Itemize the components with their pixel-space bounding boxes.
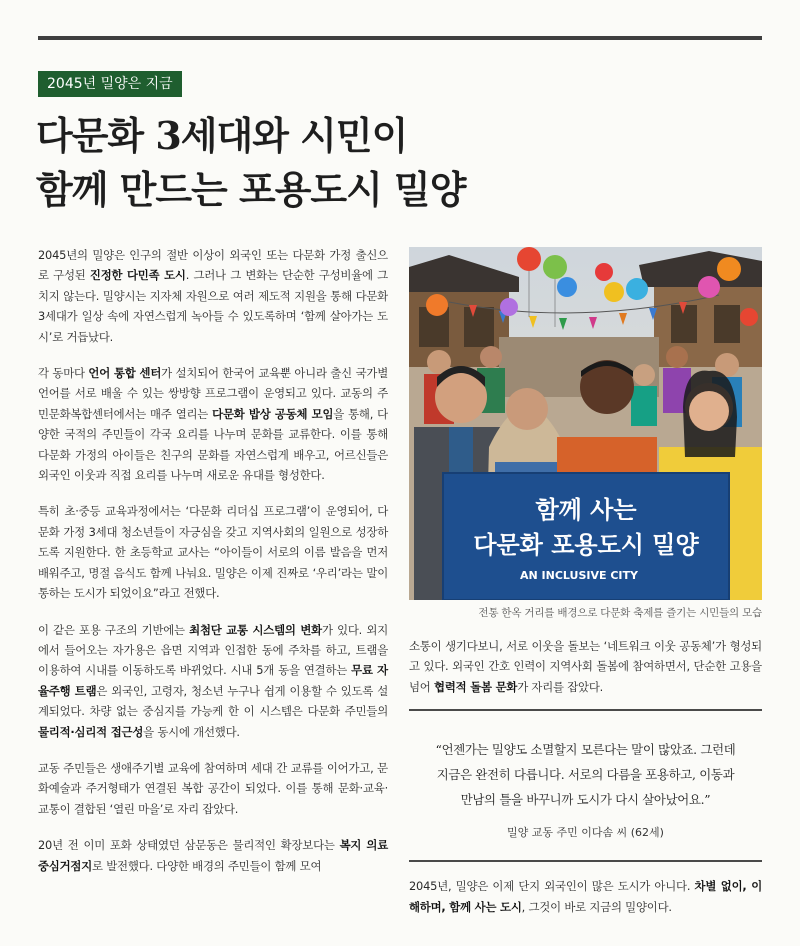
text-run: 가 있다. 외지에서 들어오는 자가용은 읍면 지역과 인접한 동에 주차를 하고, 트램을 이용하여 시내를 이동하도록 바뀌었다. 시내 5개 동을 연결하는 xyxy=(38,622,389,678)
banner-line-2: 다문화 포용도시 밀양 xyxy=(473,531,699,559)
text-run: 소통이 생기다보니, 서로 이웃을 돌보는 ‘네트워크 이웃 공동체’가 형성되고 있다. 외국인 간호 인력이 지역사회 돌봄에 참여하면서, 단순한 고용을 넘어 xyxy=(409,639,762,694)
bold-phrase: 협력적 돌봄 문화 xyxy=(434,679,518,694)
text-run: 을 통해, 다양한 국적의 주민들이 각국 요리를 나누며 문화를 교류한다. 이를 통해 다문화 가정의 아이들은 친구의 문화를 자연스럽게 배우고, 어르신들은 외국인 이웃과 직접 요리를 나누며 새로운 유대를 형성한다. xyxy=(38,406,388,483)
text-run: 가 자리를 잡았다. xyxy=(517,679,604,694)
article-paragraph xyxy=(38,363,388,485)
article-paragraph xyxy=(409,636,762,697)
banner-line-1: 함께 사는 xyxy=(535,496,637,524)
right-column xyxy=(409,636,762,933)
bold-phrase: 언어 통합 센터 xyxy=(88,366,162,381)
headline xyxy=(36,109,756,217)
article-paragraph xyxy=(38,758,388,819)
bold-phrase: 복지 의료 중심거점지 xyxy=(38,838,388,873)
pullquote-line: 만남의 틀을 바꾸니까 도시가 다시 살아났어요.” xyxy=(460,792,711,808)
bold-phrase: 다문화 밥상 공동체 모임 xyxy=(212,406,334,421)
headline-line-2: 함께 만드는 포용도시 밀양 xyxy=(36,167,466,212)
section-tag: 2045년 밀양은 지금 xyxy=(38,71,182,97)
text-run: 을 동시에 개선했다. xyxy=(143,724,240,739)
bold-phrase: 차별 없이, 이해하며, 함께 사는 도시 xyxy=(409,879,762,914)
text-run: . 그러나 그 변화는 단순한 구성비율에 그치지 않는다. 밀양시는 지자체 자원으로 여러 제도적 지원을 통해 다문화 3세대가 일상 속에 자연스럽게 녹아들 수 있도록하며 ‘함께 살아가는 도시’로 거듭났다. xyxy=(38,268,388,344)
pullquote-block xyxy=(409,711,762,840)
article-paragraph xyxy=(409,876,762,917)
bold-phrase: 진정한 다민족 도시 xyxy=(89,268,186,283)
bold-phrase: 물리적·심리적 접근성 xyxy=(38,724,144,739)
bold-phrase: 무료 자율주행 트램 xyxy=(38,663,388,698)
bold-phrase: 최첨단 교통 시스템의 변화 xyxy=(189,622,322,637)
quote-bottom-rule xyxy=(409,860,762,862)
text-run: 은 외국인, 고령자, 청소년 누구나 쉽게 이용할 수 있도록 설계되었다. 차량 없는 중심지를 가능케 한 이 시스템은 다문화 주민들의 xyxy=(38,683,388,719)
text-run: 2045년, 밀양은 이제 단지 외국인이 많은 도시가 아니다. xyxy=(409,879,695,894)
pullquote-line: “언젠가는 밀양도 소멸할지 모른다는 말이 많았죠. 그런데 xyxy=(435,742,736,758)
text-run: 가 설치되어 한국어 교육뿐 아니라 출신 국가별 언어를 서로 배울 수 있는 쌍방향 프로그램이 운영되고 있다. 교동의 주민문화복합센터에서는 매주 열리는 xyxy=(38,366,388,421)
article-paragraph xyxy=(38,835,388,876)
article-paragraph xyxy=(38,620,388,742)
left-column xyxy=(38,245,388,892)
banner-subtitle: AN INCLUSIVE CITY xyxy=(520,569,638,582)
pullquote-line: 지금은 완전히 다릅니다. 서로의 다름을 포용하고, 이동과 xyxy=(436,767,735,783)
festival-photo xyxy=(409,247,762,600)
text-run: 특히 초·중등 교육과정에서는 ‘다문화 리더십 프로그램’이 운영되어, 다문화 가정 3세대 청소년들이 자긍심을 갖고 지역사회의 일원으로 성장하도록 지원한다. 한 초등학교 교사는 “아이들이 서로의 이름 발음을 먼저 배워주고, 명절 음식도 함께 나눠요. 밀양은 이제 진짜로 ‘우리’라는 말이 통하는 도시가 되었이요”라고 전했다. xyxy=(38,504,388,601)
text-run: , 그것이 바로 지금의 밀양이다. xyxy=(521,899,672,914)
pullquote-credit: 밀양 교동 주민 이다솜 씨 (62세) xyxy=(507,826,664,840)
photo-caption: 전통 한옥 거리를 배경으로 다문화 축제를 즐기는 시민들의 모습 xyxy=(478,607,762,619)
article-paragraph xyxy=(38,501,388,603)
text-run: 각 동마다 xyxy=(38,366,89,381)
article-paragraph xyxy=(38,245,388,347)
text-run: 로 발전했다. 다양한 배경의 주민들이 함께 모여 xyxy=(92,858,322,873)
text-run: 20년 전 이미 포화 상태였던 삼문동은 물리적인 확장보다는 xyxy=(38,838,340,853)
headline-line-1: 다문화 3세대와 시민이 xyxy=(36,113,408,158)
text-run: 교동 주민들은 생애주기별 교육에 참여하며 세대 간 교류를 이어가고, 문화예술과 주거형태가 연결된 복합 공간이 되었다. 이를 통해 문화·교육·교통이 결합된 ‘열린 마을’로 자리 잡았다. xyxy=(38,760,388,816)
text-run: 이 같은 포용 구조의 기반에는 xyxy=(38,622,190,637)
top-rule xyxy=(38,36,762,40)
text-run: 2045년의 밀양은 인구의 절반 이상이 외국인 또는 다문화 가정 출신으로 구성된 xyxy=(38,248,388,283)
